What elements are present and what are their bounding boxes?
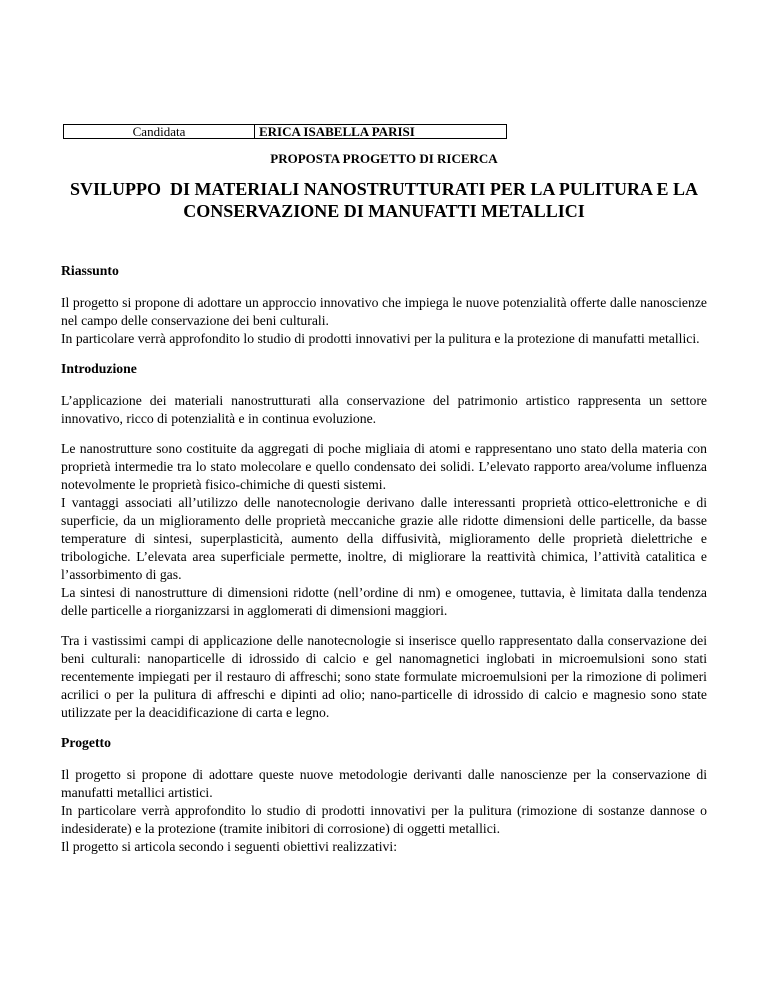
document-body (61, 262, 707, 868)
candidate-label: Candidata (64, 125, 255, 138)
introduzione-paragraph-2 (61, 440, 707, 620)
introduzione-text-2b: I vantaggi associati all’utilizzo delle nanotecnologie derivano dalle interessanti proprietà ottico-elettroniche e di superficie, da un miglioramento delle proprietà meccaniche grazie alle ridotte dimensioni delle particelle, da basse temperature di sintesi, superplasticità, aumento della diffusività, miglioramento delle proprietà dielettriche e tribologiche. L’elevata area superficiale permette, inoltre, di migliorare la reattività chimica, l’attività catalitica e l’assorbimento di gas. (61, 495, 707, 582)
section-heading-progetto: Progetto (61, 735, 111, 750)
section-heading-riassunto: Riassunto (61, 263, 119, 278)
introduzione-paragraph-1: L’applicazione dei materiali nanostrutturati alla conservazione del patrimonio artistico rappresenta un settore innovativo, ricco di potenzialità e in continua evoluzione. (61, 393, 707, 426)
document-title (60, 178, 708, 222)
proposal-heading: PROPOSTA PROGETTO DI RICERCA (270, 151, 498, 166)
section-heading-introduzione: Introduzione (61, 361, 137, 376)
progetto-paragraph (61, 766, 707, 856)
progetto-text-c: Il progetto si articola secondo i seguenti obiettivi realizzativi: (61, 839, 397, 854)
candidate-table (63, 124, 507, 139)
riassunto-text-1: Il progetto si propone di adottare un approccio innovativo che impiega le nuove potenzialità offerte dalle nanoscienze nel campo delle conservazione dei beni culturali. (61, 295, 707, 328)
introduzione-text-2c: La sintesi di nanostrutture di dimensioni ridotte (nell’ordine di nm) e omogenee, tuttavia, è limitata dalla tendenza delle particelle a riorganizzarsi in agglomerati di dimensioni maggiori. (61, 585, 707, 618)
title-line-1: SVILUPPO DI MATERIALI NANOSTRUTTURATI PER LA PULITURA E LA (70, 179, 698, 199)
candidate-name: ERICA ISABELLA PARISI (259, 124, 415, 139)
introduzione-paragraph-3: Tra i vastissimi campi di applicazione delle nanotecnologie si inserisce quello rappresentato dalla conservazione dei beni culturali: nanoparticelle di idrossido di calcio e gel nanomagnetici inglobati in microemulsioni sono stati recentemente impiegati per il restauro di affreschi; sono state formulate microemulsioni per la rimozione di polimeri acrilici o per la pulitura di affreschi e dipinti ad olio; nano-particelle di idrossido di calcio e magnesio sono state utilizzate per la deacidificazione di carta e legno. (61, 633, 707, 720)
progetto-text-a: Il progetto si propone di adottare queste nuove metodologie derivanti dalle nanoscienze per la conservazione di manufatti metallici artistici. (61, 767, 707, 800)
riassunto-paragraph (61, 294, 707, 348)
introduzione-text-2a: Le nanostrutture sono costituite da aggregati di poche migliaia di atomi e rappresentano uno stato della materia con proprietà intermedie tra lo stato molecolare e quello condensato dei solidi. L’elevato rapporto area/volume influenza notevolmente le proprietà fisico-chimiche di questi sistemi. (61, 441, 707, 492)
riassunto-text-2: In particolare verrà approfondito lo studio di prodotti innovativi per la pulitura e la protezione di manufatti metallici. (61, 331, 700, 346)
progetto-text-b: In particolare verrà approfondito lo studio di prodotti innovativi per la pulitura (rimozione di sostanze dannose o indesiderate) e la protezione (tramite inibitori di corrosione) di oggetti metallici. (61, 803, 707, 836)
title-line-2: CONSERVAZIONE DI MANUFATTI METALLICI (183, 201, 585, 221)
